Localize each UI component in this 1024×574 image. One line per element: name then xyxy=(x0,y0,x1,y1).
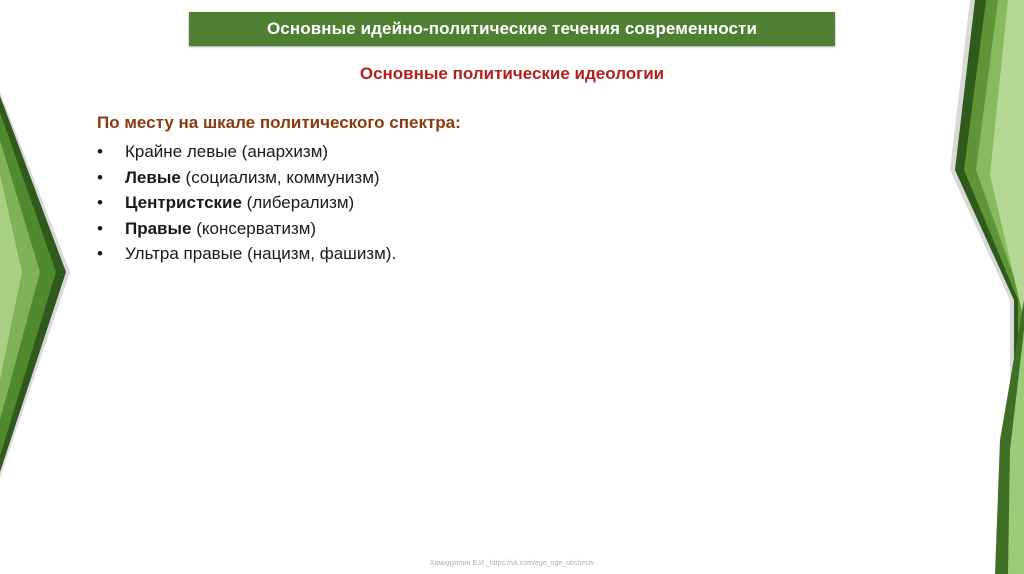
item-text: Крайне левые (анархизм) xyxy=(125,142,329,161)
item-text: (либерализм) xyxy=(241,193,355,212)
list-item xyxy=(97,139,897,165)
bullet: • xyxy=(97,142,103,161)
bullet: • xyxy=(97,218,103,238)
item-bold-text: Левые xyxy=(125,167,181,187)
list-item xyxy=(97,216,897,242)
footer-credit: Хамидуллин Б.И._https://vk.com/ege_oge_obshestv xyxy=(429,560,595,567)
section-heading: По месту на шкале политического спектра: xyxy=(97,113,461,132)
list-item xyxy=(97,241,897,267)
bullet: • xyxy=(97,167,103,187)
item-text: (социализм, коммунизм) xyxy=(180,167,380,187)
slide-title: Основные идейно-политические течения современности xyxy=(266,19,758,38)
bullet: • xyxy=(97,244,103,263)
item-bold-text: Правые xyxy=(125,218,192,238)
bullet: • xyxy=(97,193,103,212)
ideology-list xyxy=(97,139,897,267)
list-item xyxy=(97,165,897,191)
item-bold-text: Центристские xyxy=(125,193,242,212)
title-bar xyxy=(189,12,835,46)
content-block xyxy=(97,111,897,267)
list-item xyxy=(97,190,897,216)
item-text: (консерватизм) xyxy=(191,218,317,238)
item-text: Ультра правые (нацизм, фашизм). xyxy=(125,244,397,263)
slide-subtitle: Основные политические идеологии xyxy=(359,64,665,83)
